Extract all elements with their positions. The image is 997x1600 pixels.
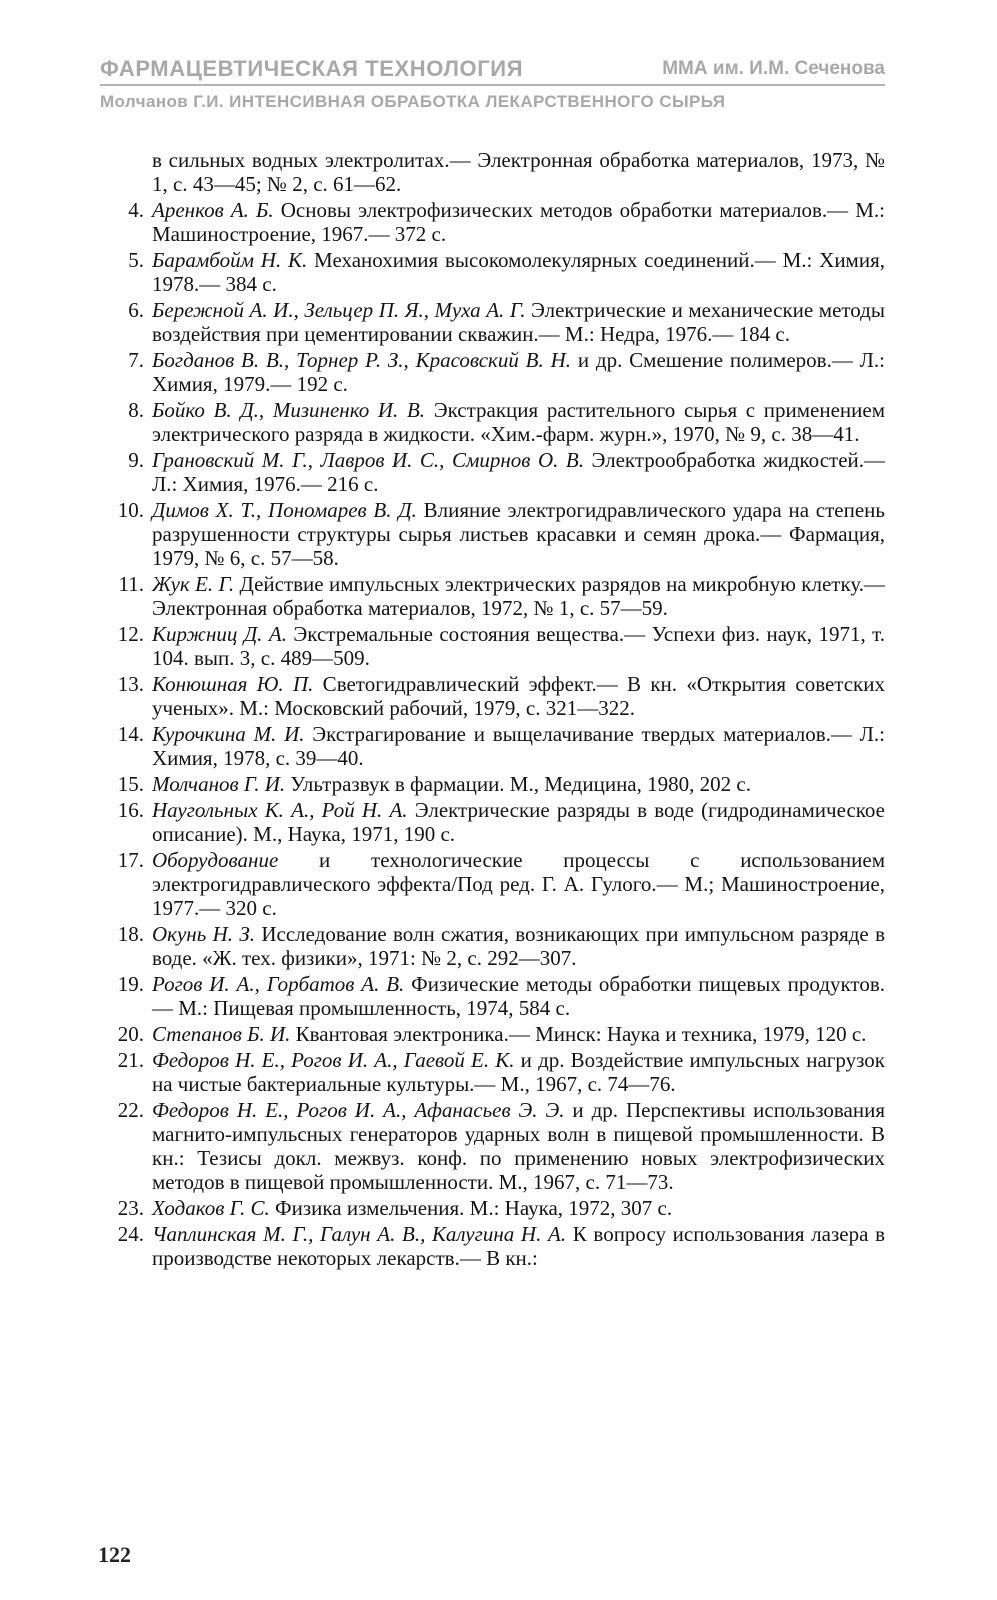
reference-authors: Богданов В. В., Торнер Р. З., Красовский В. Н. xyxy=(152,348,571,372)
reference-text: Светогидравлический эффект.— В кн. «Открытия советских ученых». М.: Московский рабочий, 1979, с. 321—322. xyxy=(152,672,885,720)
reference-authors: Оборудование xyxy=(152,848,279,872)
reference-authors: Рогов И. А., Горбатов А. В. xyxy=(152,972,405,996)
reference-authors: Бойко В. Д., Мизиненко И. В. xyxy=(152,398,426,422)
reference-number: 4. xyxy=(128,198,144,222)
reference-body xyxy=(152,1196,885,1220)
reference-body xyxy=(152,248,885,296)
reference-item xyxy=(100,672,885,720)
reference-authors: Грановский М. Г., Лавров И. С., Смирнов О. В. xyxy=(152,448,584,472)
reference-text: Основы электрофизических методов обработки материалов.— М.: Машиностроение, 1967.— 372 с. xyxy=(152,198,885,246)
reference-item xyxy=(100,798,885,846)
reference-body xyxy=(152,972,885,1020)
reference-item xyxy=(100,1222,885,1270)
reference-item xyxy=(100,1098,885,1194)
reference-list xyxy=(100,148,885,1272)
reference-body xyxy=(152,398,885,446)
reference-number: 15. xyxy=(117,772,144,796)
reference-text: и технологические процессы с использованием электрогидравлического эффекта/Под ред. Г. А. Гулого.— М.; Машиностроение, 1977.— 320 с. xyxy=(152,848,885,920)
reference-body xyxy=(152,448,885,496)
reference-text: Электрические и механические методы воздействия при цементировании скважин.— М.: Недра, 1976.— 184 с. xyxy=(152,298,885,346)
reference-authors: Аренков А. Б. xyxy=(152,198,274,222)
book-title: ФАРМАЦЕВТИЧЕСКАЯ ТЕХНОЛОГИЯ xyxy=(100,56,524,81)
reference-authors: Димов Х. Т., Пономарев В. Д. xyxy=(152,498,417,522)
reference-number: 24. xyxy=(117,1222,144,1246)
reference-item xyxy=(100,622,885,670)
reference-authors: Ходаков Г. С. xyxy=(152,1196,270,1220)
reference-item xyxy=(100,972,885,1020)
reference-text: Экстрагирование и выщелачивание твердых материалов.— Л.: Химия, 1978, с. 39—40. xyxy=(152,722,885,770)
reference-text: К вопросу использования лазера в производстве некоторых лекарств.— В кн.: xyxy=(152,1222,885,1270)
reference-text: Ультразвук в фармации. М., Медицина, 1980, 202 с. xyxy=(285,772,751,796)
reference-body xyxy=(152,722,885,770)
reference-item xyxy=(100,498,885,570)
reference-authors: Чаплинская М. Г., Галун А. В., Калугина Н. А. xyxy=(152,1222,567,1246)
reference-number xyxy=(100,148,152,196)
reference-text: Физические методы обработки пищевых продуктов.— М.: Пищевая промышленность, 1974, 584 с. xyxy=(152,972,885,1020)
reference-number: 12. xyxy=(117,622,144,646)
reference-authors: Курочкина М. И. xyxy=(152,722,305,746)
reference-number: 10. xyxy=(117,498,144,522)
reference-body xyxy=(152,1222,885,1270)
reference-body xyxy=(152,798,885,846)
reference-text: и др. Смешение полимеров.— Л.: Химия, 1979.— 192 с. xyxy=(152,348,885,396)
reference-text: и др. Воздействие импульсных нагрузок на чистые бактериальные культуры.— М., 1967, с. 74—76. xyxy=(152,1048,885,1096)
reference-number: 11. xyxy=(118,572,144,596)
institution-name: ММА им. И.М. Сеченова xyxy=(662,58,885,79)
reference-number: 16. xyxy=(117,798,144,822)
reference-text: Физика измельчения. М.: Наука, 1972, 307 с. xyxy=(269,1196,673,1220)
reference-authors: Федоров Н. Е., Рогов И. А., Гаевой Е. К. xyxy=(152,1048,515,1072)
reference-authors: Наугольных К. А., Рой Н. А. xyxy=(152,798,408,822)
reference-text: Квантовая электроника.— Минск: Наука и техника, 1979, 120 с. xyxy=(290,1022,867,1046)
reference-text: Действие импульсных электрических разрядов на микробную клетку.— Электронная обработка материалов, 1972, № 1, с. 57—59. xyxy=(152,572,885,620)
reference-text: Экстремальные состояния вещества.— Успехи физ. наук, 1971, т. 104. вып. 3, с. 489—509. xyxy=(152,622,885,670)
reference-body xyxy=(152,498,885,570)
reference-text: Экстракция растительного сырья с применением электрического разряда в жидкости. «Хим.-фарм. журн.», 1970, № 9, с. 38—41. xyxy=(152,398,885,446)
reference-authors: Жук Е. Г. xyxy=(152,572,235,596)
running-header xyxy=(100,56,885,112)
reference-body xyxy=(152,922,885,970)
reference-number: 14. xyxy=(117,722,144,746)
reference-body xyxy=(152,772,885,796)
reference-authors: Окунь Н. З. xyxy=(152,922,256,946)
reference-item xyxy=(100,572,885,620)
reference-body xyxy=(152,1098,885,1194)
reference-body xyxy=(152,1048,885,1096)
reference-text: и др. Перспективы использования магнито-импульсных генераторов ударных волн в пищевой промышленности. В кн.: Тезисы докл. межвуз. конф. по применению новых электрофизических методов в пищевой промышленности. М., 1967, с. 71—73. xyxy=(152,1098,885,1194)
reference-number: 9. xyxy=(128,448,144,472)
reference-item xyxy=(100,772,885,796)
reference-number: 5. xyxy=(128,248,144,272)
reference-text: Механохимия высокомолекулярных соединений.— М.: Химия, 1978.— 384 с. xyxy=(152,248,885,296)
reference-item xyxy=(100,1196,885,1220)
reference-number: 8. xyxy=(128,398,144,422)
reference-item xyxy=(100,448,885,496)
header-top-row xyxy=(100,56,885,86)
reference-body xyxy=(152,348,885,396)
reference-item xyxy=(100,298,885,346)
reference-item xyxy=(100,398,885,446)
reference-number: 20. xyxy=(117,1022,144,1046)
reference-body xyxy=(152,1022,885,1046)
reference-item xyxy=(100,1022,885,1046)
reference-body xyxy=(152,672,885,720)
reference-number: 21. xyxy=(117,1048,144,1072)
reference-authors: Степанов Б. И. xyxy=(152,1022,291,1046)
reference-number: 22. xyxy=(117,1098,144,1122)
reference-body xyxy=(152,622,885,670)
reference-text: Электрообработка жидкостей.— Л.: Химия, 1976.— 216 с. xyxy=(152,448,885,496)
reference-item xyxy=(100,148,885,196)
reference-authors: Бережной А. И., Зельцер П. Я., Муха А. Г. xyxy=(152,298,526,322)
reference-number: 18. xyxy=(117,922,144,946)
reference-number: 13. xyxy=(117,672,144,696)
reference-authors: Киржниц Д. А. xyxy=(152,622,287,646)
reference-number: 7. xyxy=(128,348,144,372)
reference-item xyxy=(100,722,885,770)
reference-number: 19. xyxy=(117,972,144,996)
reference-body xyxy=(152,298,885,346)
reference-body xyxy=(152,572,885,620)
reference-text: в сильных водных электролитах.— Электронная обработка материалов, 1973, № 1, с. 43—45; № 2, с. 61—62. xyxy=(152,148,885,196)
reference-body xyxy=(152,198,885,246)
reference-item xyxy=(100,198,885,246)
reference-number: 23. xyxy=(117,1196,144,1220)
reference-body xyxy=(152,848,885,920)
reference-authors: Федоров Н. Е., Рогов И. А., Афанасьев Э. Э. xyxy=(152,1098,565,1122)
reference-body xyxy=(152,148,885,196)
book-subtitle: Молчанов Г.И. ИНТЕНСИВНАЯ ОБРАБОТКА ЛЕКАРСТВЕННОГО СЫРЬЯ xyxy=(100,92,726,111)
reference-item xyxy=(100,248,885,296)
reference-item xyxy=(100,1048,885,1096)
reference-authors: Молчанов Г. И. xyxy=(152,772,286,796)
reference-number: 6. xyxy=(128,298,144,322)
page-number: 122 xyxy=(98,1542,131,1567)
reference-authors: Конюшная Ю. П. xyxy=(152,672,314,696)
reference-number: 17. xyxy=(117,848,144,872)
reference-text: Электрические разряды в воде (гидродинамическое описание). М., Наука, 1971, 190 с. xyxy=(152,798,885,846)
reference-text: Исследование волн сжатия, возникающих при импульсном разряде в воде. «Ж. тех. физики», 1971: № 2, с. 292—307. xyxy=(152,922,885,970)
reference-text: Влияние электрогидравлического удара на степень разрушенности структуры сырья листьев красавки и семян дрока.— Фармация, 1979, № 6, с. 57—58. xyxy=(152,498,885,570)
reference-item xyxy=(100,348,885,396)
reference-authors: Барамбойм Н. К. xyxy=(152,248,308,272)
reference-item xyxy=(100,848,885,920)
reference-item xyxy=(100,922,885,970)
